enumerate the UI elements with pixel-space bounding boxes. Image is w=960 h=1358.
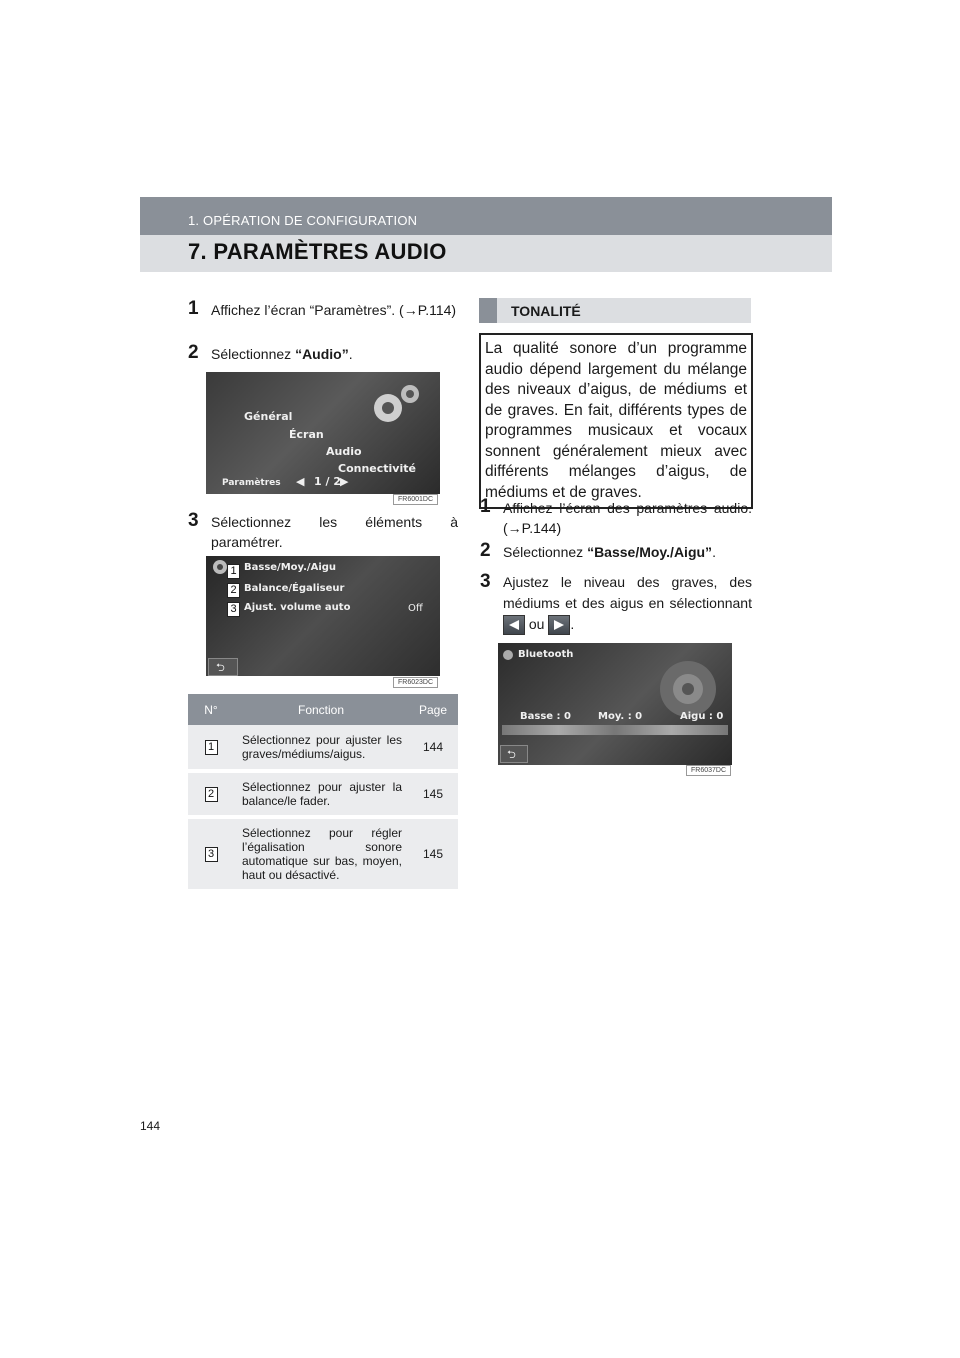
step-number: 1 — [188, 298, 199, 319]
column-header-function: Fonction — [234, 694, 408, 725]
screenshot-audio-settings — [206, 556, 440, 676]
gear-icon — [366, 380, 426, 430]
step-number: 3 — [188, 510, 199, 531]
screen-title: Paramètres — [222, 478, 281, 488]
screenshot-settings-menu — [206, 372, 440, 494]
column-header-number: N° — [188, 694, 234, 725]
menu-item-connectivite: Connectivité — [338, 462, 416, 475]
screenshot-tone-settings — [498, 643, 732, 765]
step-text-end: . — [570, 616, 575, 632]
step-text-end: . — [712, 544, 716, 560]
treble-label: Aigu : 0 — [680, 711, 724, 722]
callout-1: 1 — [227, 564, 240, 579]
callout-number: 3 — [205, 847, 218, 862]
step-number: 2 — [188, 342, 199, 363]
figure-code: FR6037DC — [686, 765, 731, 776]
step-text: Ajustez le niveau des graves, des médiums et des aigus en sélectionnant — [503, 574, 752, 611]
step-text: Affichez l’écran des paramètres audio. (→P.144) — [503, 500, 752, 536]
mid-label: Moy. : 0 — [598, 711, 643, 722]
page-cell: 145 — [408, 771, 458, 817]
step-number: 2 — [480, 540, 491, 561]
callout-3: 3 — [227, 602, 240, 617]
step-1-left — [188, 300, 458, 320]
screen-title: Bluetooth — [518, 649, 574, 660]
step-bold: “Basse/Moy./Aigu” — [587, 544, 713, 560]
callout-number: 1 — [205, 740, 218, 755]
table-header-row — [188, 694, 458, 725]
table-row — [188, 725, 458, 771]
back-icon: ⮌ — [500, 745, 528, 763]
page-number: 144 — [140, 1119, 161, 1133]
tonalite-info-box — [479, 333, 753, 509]
page-title: 7. PARAMÈTRES AUDIO — [188, 239, 447, 264]
speaker-icon — [658, 649, 728, 719]
function-cell: Sélectionnez pour ajuster les graves/médiums/aigus. — [234, 725, 408, 771]
step-text: Sélectionnez les éléments à paramétrer. — [211, 514, 458, 550]
back-icon: ⮌ — [208, 658, 238, 676]
menu-item-bass-mid-treble: Basse/Moy./Aigu — [244, 562, 337, 573]
step-2-right — [480, 542, 752, 562]
menu-item-balance: Balance/Égaliseur — [244, 583, 345, 594]
step-number: 3 — [480, 571, 491, 592]
breadcrumb: 1. OPÉRATION DE CONFIGURATION — [188, 213, 418, 228]
left-arrow-button-icon — [503, 615, 525, 635]
tonalite-heading-bar — [479, 298, 751, 323]
step-text: Sélectionnez — [503, 544, 588, 560]
step-text: Affichez l’écran “Paramètres”. (→P.114) — [211, 302, 457, 318]
right-arrow-button-icon — [548, 615, 570, 635]
right-arrow-icon: ▶ — [340, 475, 349, 488]
menu-item-audio: Audio — [326, 445, 362, 458]
page-cell: 144 — [408, 725, 458, 771]
section-title-bar — [140, 235, 832, 272]
callout-number: 2 — [205, 787, 218, 802]
step-text-or: ou — [528, 616, 545, 632]
table-row — [188, 771, 458, 817]
figure-code: FR6023DC — [393, 677, 438, 688]
step-number: 1 — [480, 496, 491, 517]
chapter-header — [140, 197, 832, 235]
left-arrow-icon: ◀ — [296, 475, 305, 488]
step-2-left — [188, 344, 458, 364]
page-indicator: 1 / 2 — [314, 475, 341, 488]
step-1-right — [480, 498, 752, 538]
function-cell: Sélectionnez pour régler l’égalisation sonore automatique sur bas, moyen, haut ou désactivé. — [234, 817, 408, 891]
bass-label: Basse : 0 — [520, 711, 571, 722]
level-bars — [502, 725, 728, 735]
tonalite-heading: TONALITÉ — [511, 303, 581, 319]
menu-item-volume-auto: Ajust. volume auto — [244, 602, 351, 613]
menu-item-ecran: Écran — [289, 428, 324, 441]
function-table — [188, 694, 458, 893]
step-text-end: . — [348, 346, 353, 362]
callout-2: 2 — [227, 583, 240, 598]
step-3-left — [188, 512, 458, 552]
volume-auto-value: Off — [408, 603, 423, 614]
step-text: Sélectionnez — [211, 346, 296, 362]
table-row — [188, 817, 458, 891]
menu-item-general: Général — [244, 410, 293, 423]
step-3-right — [480, 572, 752, 635]
tonalite-text: La qualité sonore d’un programme audio dépend largement du mélange des niveaux d’aigus, de médiums et de graves. En fait, différents types de programmes musicaux et vocaux sonnent généralement mieux avec différents mélanges d’aigus, de médiums et de graves. — [485, 340, 747, 501]
figure-code: FR6001DC — [393, 494, 438, 505]
step-bold: “Audio” — [295, 346, 349, 362]
bluetooth-icon — [502, 649, 514, 661]
column-header-page: Page — [408, 694, 458, 725]
page-cell: 145 — [408, 817, 458, 891]
function-cell: Sélectionnez pour ajuster la balance/le fader. — [234, 771, 408, 817]
